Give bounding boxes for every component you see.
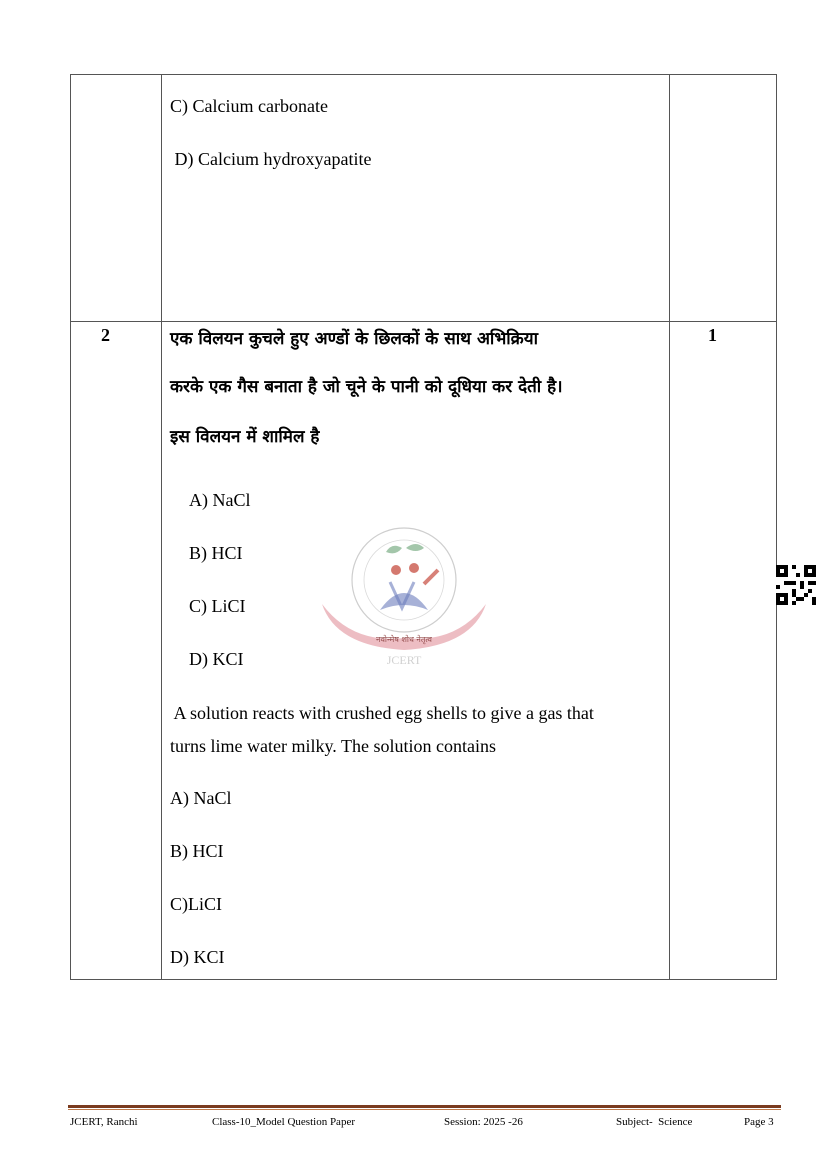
question-number: 2 [101,325,110,345]
hindi-question-line-3: इस विलयन में शामिल है [170,427,320,447]
logo-ribbon-text: नवोन्मेष शोध नेतृत्व [376,635,432,644]
hindi-option-b: B) HCI [189,543,243,563]
option-d: D) Calcium hydroxyapatite [170,149,372,169]
hindi-option-d: D) KCI [189,649,244,669]
hindi-option-a: A) NaCl [189,490,251,510]
footer-rule [68,1105,781,1108]
jcert-logo-watermark [318,518,490,668]
english-option-d: D) KCI [170,947,225,967]
table-right-border [776,74,777,980]
option-c: C) Calcium carbonate [170,96,328,116]
footer-session: Session: 2025 -26 [444,1116,523,1128]
hindi-question-line-1: एक विलयन कुचले हुए अण्डों के छिलकों के साथ अभिक्रिया [170,329,539,349]
table-left-border [70,74,71,980]
english-question-line-2: turns lime water milky. The solution contains [170,736,496,756]
english-option-b: B) HCI [170,841,224,861]
logo-caption: JCERT [386,653,422,667]
hindi-question-line-2: करके एक गैस बनाता है जो चूने के पानी को दूधिया कर देती है। [170,377,563,397]
column-divider-2 [669,74,670,980]
footer-paper-title: Class-10_Model Question Paper [212,1116,355,1128]
table-top-border [70,74,777,75]
footer-page-number: Page 3 [744,1116,774,1128]
table-bottom-border [70,979,777,980]
footer-subject: Subject- Science [616,1116,693,1128]
english-question-line-1: A solution reacts with crushed egg shells to give a gas that [170,703,594,723]
qr-code [776,565,816,605]
hindi-option-c: C) LiCI [189,596,246,616]
english-option-a: A) NaCl [170,788,232,808]
column-divider-1 [161,74,162,980]
english-option-c: C)LiCI [170,894,222,914]
row-divider [70,321,777,322]
footer-rule-thin [68,1109,781,1110]
footer-org: JCERT, Ranchi [70,1116,138,1128]
question-marks: 1 [708,325,717,345]
